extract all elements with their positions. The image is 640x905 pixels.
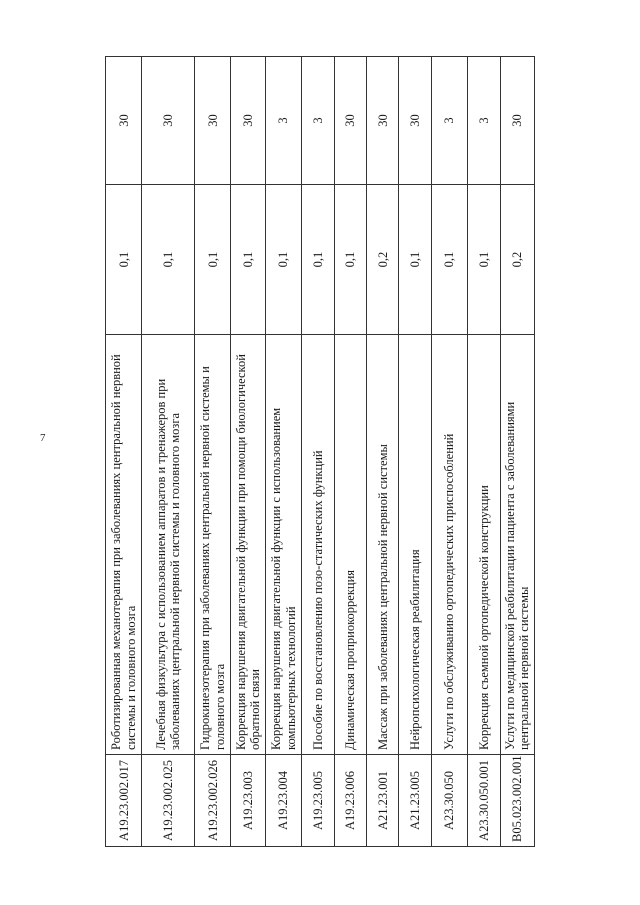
multiplicity-value: 3 (468, 57, 500, 185)
service-code: A19.23.002.026 (195, 755, 231, 847)
service-code: A19.23.003 (231, 755, 265, 847)
service-name: Коррекция съемной ортопедической конструкции (468, 335, 500, 755)
table-row (265, 57, 301, 847)
frequency-value: 0,1 (265, 185, 301, 335)
page-number: 7 (40, 432, 46, 444)
frequency-value: 0,1 (302, 185, 334, 335)
frequency-value: 0,1 (195, 185, 231, 335)
service-name: Нейропсихологическая реабилитация (399, 335, 431, 755)
table-row (106, 57, 142, 847)
multiplicity-value: 3 (431, 57, 467, 185)
multiplicity-value: 30 (142, 57, 195, 185)
frequency-value: 0,1 (431, 185, 467, 335)
multiplicity-value: 30 (399, 57, 431, 185)
service-name: Массаж при заболеваниях центральной нервной системы (367, 335, 399, 755)
service-code: A19.23.004 (265, 755, 301, 847)
table-row (500, 57, 534, 847)
table-row (431, 57, 467, 847)
frequency-value: 0,1 (231, 185, 265, 335)
service-code: B05.023.002.001 (500, 755, 534, 847)
service-code: A23.30.050 (431, 755, 467, 847)
table-row (367, 57, 399, 847)
multiplicity-value: 3 (302, 57, 334, 185)
table-row (195, 57, 231, 847)
frequency-value: 0,2 (367, 185, 399, 335)
service-name: Роботизированная механотерапия при заболеваниях центральной нервной системы и головного мозга (106, 335, 142, 755)
table-row (142, 57, 195, 847)
service-code: A21.23.005 (399, 755, 431, 847)
service-code: A19.23.006 (334, 755, 366, 847)
multiplicity-value: 30 (195, 57, 231, 185)
multiplicity-value: 3 (265, 57, 301, 185)
service-code: A19.23.005 (302, 755, 334, 847)
service-name: Коррекция нарушения двигательной функции с использованием компьютерных технологий (265, 335, 301, 755)
service-code: A19.23.002.017 (106, 755, 142, 847)
service-name: Коррекция нарушения двигательной функции при помощи биологической обратной связи (231, 335, 265, 755)
table-row (399, 57, 431, 847)
frequency-value: 0,1 (106, 185, 142, 335)
multiplicity-value: 30 (106, 57, 142, 185)
service-name: Пособие по восстановлению позо-статических функций (302, 335, 334, 755)
service-code: A23.30.050.001 (468, 755, 500, 847)
service-name: Гидрокинезотерапия при заболеваниях центральной нервной системы и головного мозга (195, 335, 231, 755)
table-row (302, 57, 334, 847)
frequency-value: 0,1 (334, 185, 366, 335)
frequency-value: 0,2 (500, 185, 534, 335)
table-body (106, 57, 535, 847)
frequency-value: 0,1 (399, 185, 431, 335)
service-name: Лечебная физкультура с использованием аппаратов и тренажеров при заболеваниях центральной нервной системы и головного мозга (142, 335, 195, 755)
table-container (105, 57, 535, 847)
frequency-value: 0,1 (142, 185, 195, 335)
multiplicity-value: 30 (231, 57, 265, 185)
table-row (231, 57, 265, 847)
table-row (468, 57, 500, 847)
multiplicity-value: 30 (367, 57, 399, 185)
table-row (334, 57, 366, 847)
service-code: A21.23.001 (367, 755, 399, 847)
service-code: A19.23.002.025 (142, 755, 195, 847)
frequency-value: 0,1 (468, 185, 500, 335)
service-name: Услуги по обслуживанию ортопедических приспособлений (431, 335, 467, 755)
services-table (105, 56, 535, 847)
service-name: Динамическая проприокоррекция (334, 335, 366, 755)
multiplicity-value: 30 (500, 57, 534, 185)
multiplicity-value: 30 (334, 57, 366, 185)
service-name: Услуги по медицинской реабилитации пациента с заболеваниями центральной нервной системы (500, 335, 534, 755)
